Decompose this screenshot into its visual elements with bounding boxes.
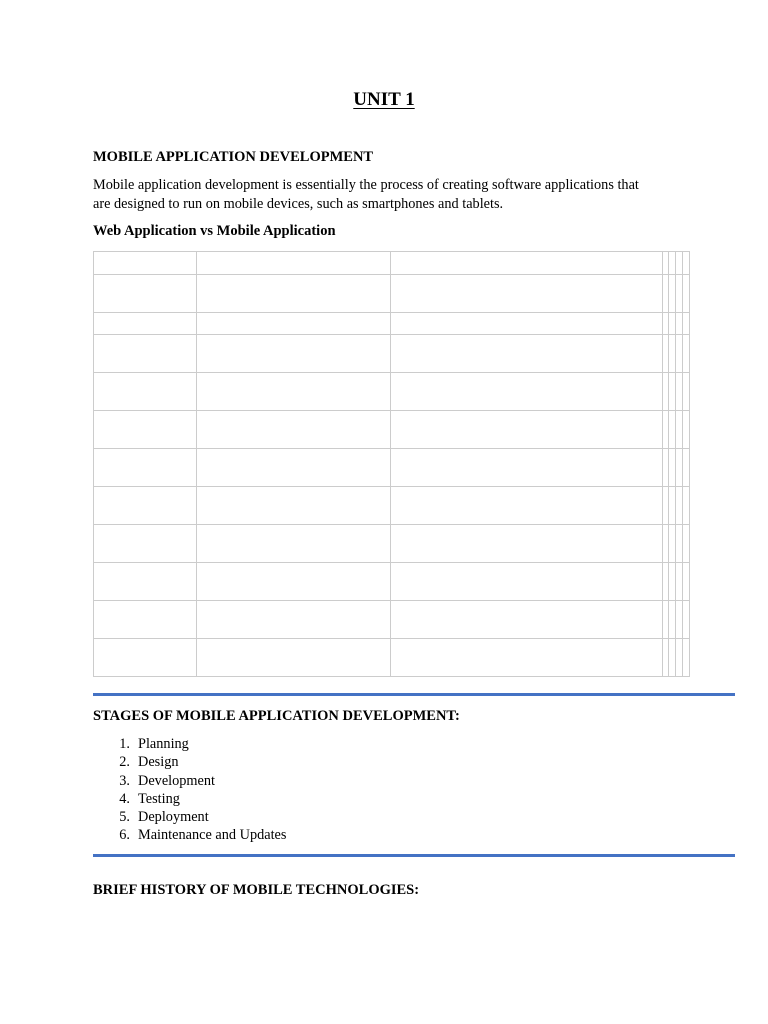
stage-number: 4. (119, 790, 130, 807)
table-row (94, 563, 690, 601)
stage-number: 1. (119, 736, 130, 752)
intro-paragraph (93, 176, 693, 213)
table-cell (197, 449, 391, 487)
table-cell (197, 335, 391, 373)
table-cell (391, 563, 663, 601)
intro-line: are designed to run on mobile devices, such as smartphones and tablets. (93, 195, 504, 212)
table-cell (94, 601, 197, 639)
table-cell (391, 487, 663, 525)
table-cell (94, 487, 197, 525)
table-cell (94, 563, 197, 601)
unit-title: UNIT 1 (353, 89, 415, 110)
table-cell (683, 313, 690, 335)
table-cell (391, 313, 663, 335)
table-row (94, 373, 690, 411)
table-cell (683, 252, 690, 275)
table-cell (669, 313, 676, 335)
table-cell (197, 601, 391, 639)
table-cell (676, 335, 683, 373)
stage-label: Testing (138, 790, 180, 807)
table-cell (676, 313, 683, 335)
table-cell (683, 563, 690, 601)
table-cell (676, 525, 683, 563)
divider-rule (93, 854, 735, 857)
table-cell (391, 411, 663, 449)
table-cell (94, 411, 197, 449)
table-cell (669, 525, 676, 563)
table-cell (669, 373, 676, 411)
table-cell (676, 275, 683, 313)
stage-item (93, 735, 286, 753)
table-row (94, 449, 690, 487)
table-cell (669, 639, 676, 677)
table-cell (676, 252, 683, 275)
stage-item (93, 753, 286, 771)
table-cell (676, 373, 683, 411)
table-cell (94, 449, 197, 487)
table-cell (94, 639, 197, 677)
table-cell (683, 335, 690, 373)
stage-number: 2. (119, 754, 130, 771)
table-cell (197, 275, 391, 313)
table-cell (669, 275, 676, 313)
divider-rule (93, 693, 735, 696)
table-row (94, 335, 690, 373)
table-cell (683, 601, 690, 639)
table-row (94, 275, 690, 313)
table-cell (676, 563, 683, 601)
stages-list (93, 735, 286, 845)
table-cell (197, 252, 391, 275)
table-cell (669, 411, 676, 449)
table-cell (94, 335, 197, 373)
table-cell (197, 411, 391, 449)
table-cell (683, 411, 690, 449)
table-cell (94, 525, 197, 563)
table-row (94, 525, 690, 563)
stage-item (93, 790, 286, 808)
stage-item (93, 808, 286, 826)
table-cell (676, 601, 683, 639)
comparison-table (93, 251, 690, 677)
table-cell (197, 313, 391, 335)
table-cell (669, 252, 676, 275)
table-cell (683, 373, 690, 411)
stage-item (93, 826, 286, 844)
table-cell (94, 373, 197, 411)
table-cell (391, 639, 663, 677)
table-cell (676, 487, 683, 525)
stage-number: 6. (119, 827, 130, 844)
table-cell (197, 373, 391, 411)
table-cell (391, 601, 663, 639)
table-row (94, 487, 690, 525)
table-cell (197, 487, 391, 525)
stage-label: Maintenance and Updates (138, 827, 287, 844)
table-cell (391, 335, 663, 373)
table-cell (197, 563, 391, 601)
table-cell (676, 639, 683, 677)
table-row (94, 601, 690, 639)
table-cell (676, 411, 683, 449)
table-cell (391, 275, 663, 313)
section-heading: MOBILE APPLICATION DEVELOPMENT (93, 149, 374, 165)
stage-label: Design (138, 754, 179, 771)
comparison-title: Web Application vs Mobile Application (93, 223, 336, 239)
intro-line: Mobile application development is essentially the process of creating software applications that (93, 177, 639, 193)
table-cell (94, 252, 197, 275)
table-cell (683, 275, 690, 313)
stage-number: 3. (119, 772, 130, 789)
table-row (94, 313, 690, 335)
table-cell (391, 525, 663, 563)
stage-number: 5. (119, 809, 130, 826)
table-cell (669, 487, 676, 525)
table-cell (669, 449, 676, 487)
history-heading: BRIEF HISTORY OF MOBILE TECHNOLOGIES: (93, 882, 420, 898)
stage-label: Planning (138, 736, 189, 752)
table-cell (669, 601, 676, 639)
table-cell (391, 373, 663, 411)
table-cell (391, 252, 663, 275)
table-cell (669, 335, 676, 373)
table-cell (94, 275, 197, 313)
table-cell (197, 525, 391, 563)
stage-item (93, 772, 286, 790)
stage-label: Deployment (138, 809, 209, 826)
table-row (94, 639, 690, 677)
table-cell (683, 487, 690, 525)
table-row (94, 252, 690, 275)
table-cell (683, 449, 690, 487)
table-cell (94, 313, 197, 335)
table-cell (683, 525, 690, 563)
table-row (94, 411, 690, 449)
table-cell (391, 449, 663, 487)
table-cell (669, 563, 676, 601)
stages-heading: STAGES OF MOBILE APPLICATION DEVELOPMENT: (93, 708, 460, 724)
table-cell (197, 639, 391, 677)
table-cell (676, 449, 683, 487)
stage-label: Development (138, 772, 216, 789)
table-cell (683, 639, 690, 677)
